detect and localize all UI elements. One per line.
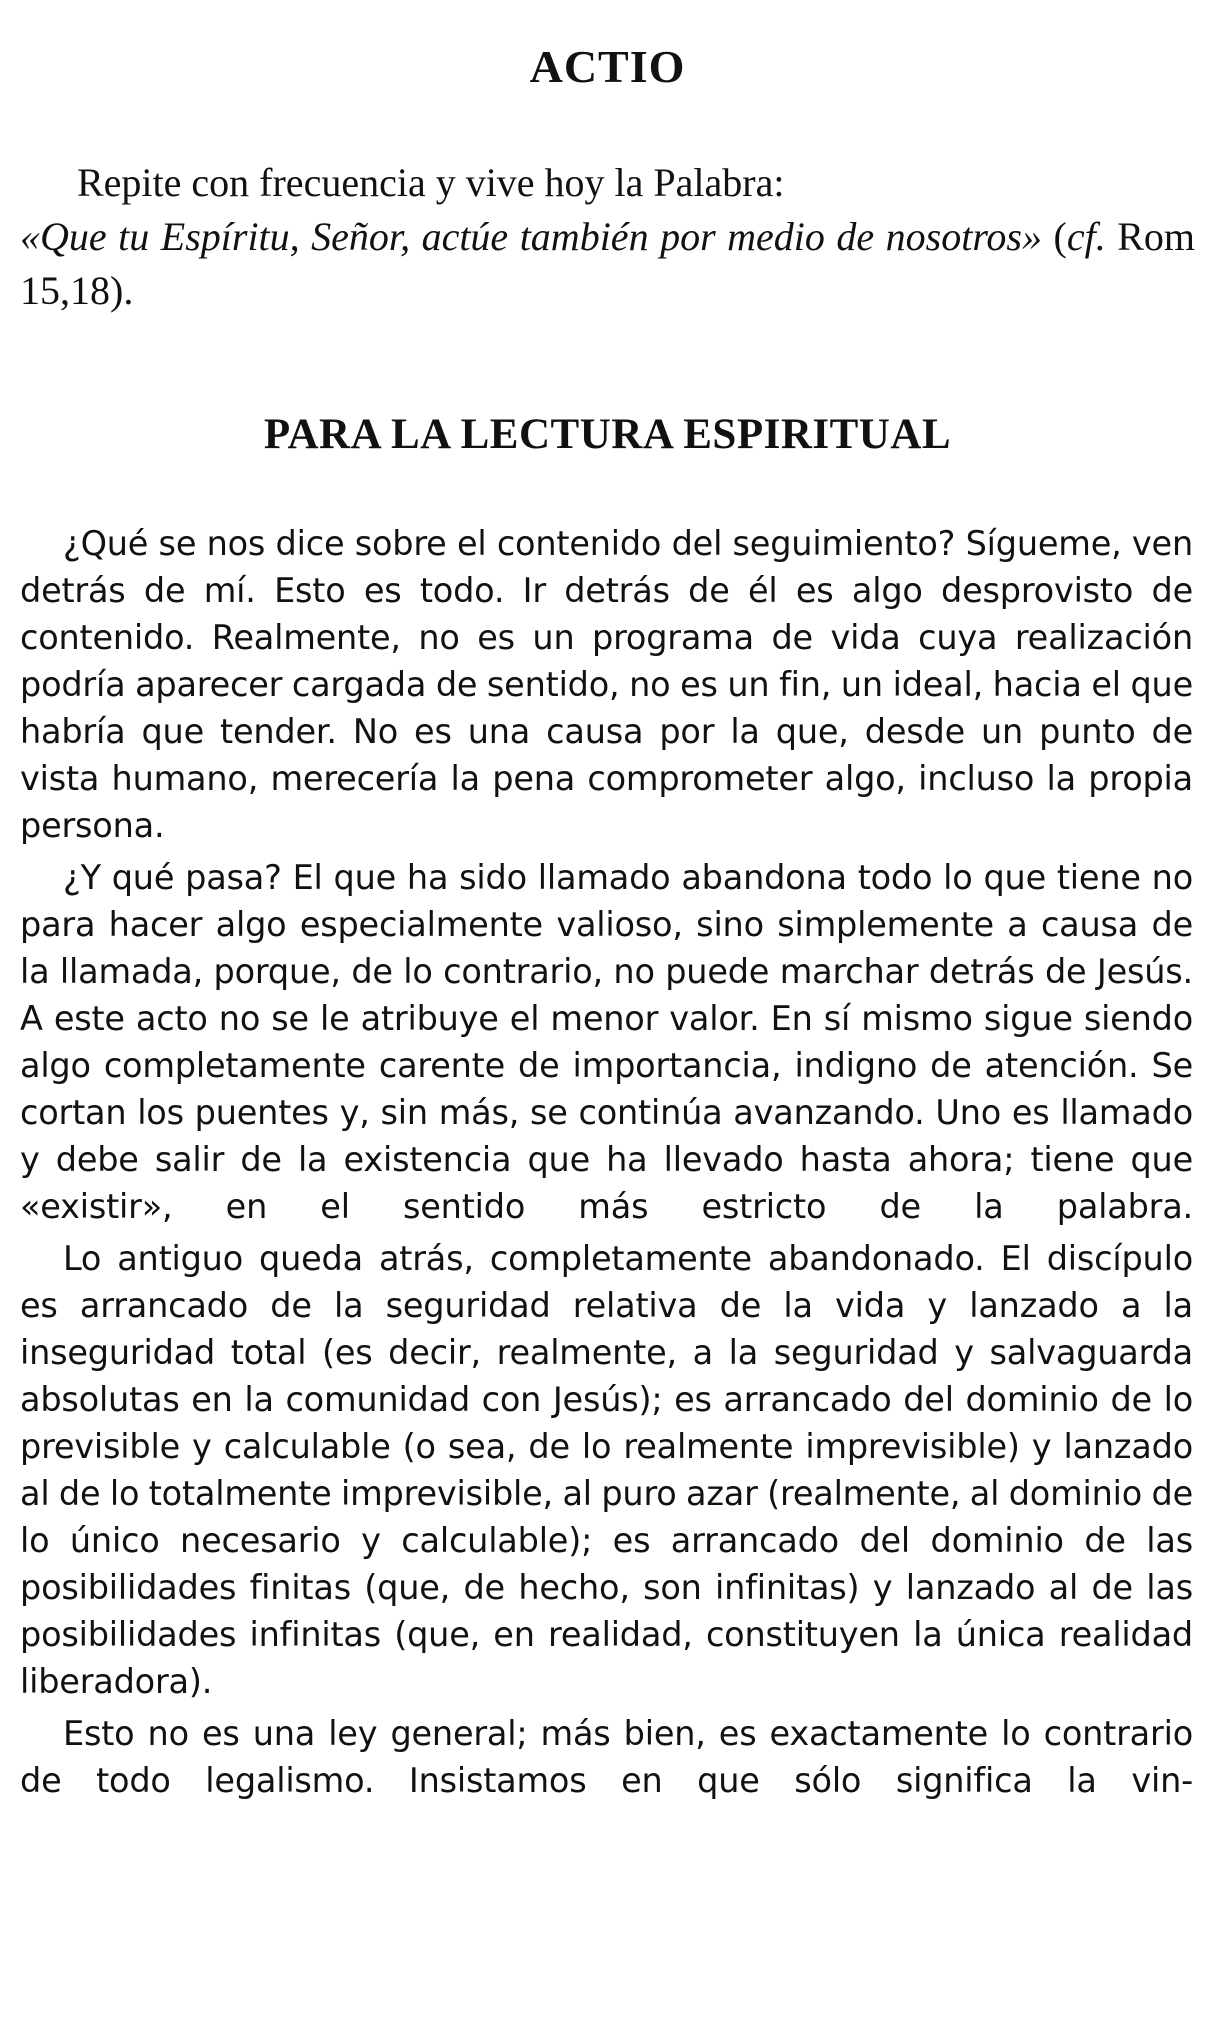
actio-quote: «Que tu Espíritu, Señor, actúe también por medio de nosotros» [20, 214, 1042, 259]
reading-paragraph: Esto no es una ley general; más bien, es exactamente lo contrario de todo legalismo. Insistamos en que sólo significa la vin- [20, 1714, 1193, 1800]
actio-block [20, 156, 1195, 318]
reading-paragraph: Lo antiguo queda atrás, completamente abandonado. El discípulo es arrancado de la seguridad relativa de la vida y lanzado a la inseguridad total (es decir, realmente, a la seguridad y salvaguarda absolutas en la comunidad con Jesús); es arrancado del dominio de lo previsible y calculable (o sea, de lo realmente imprevisible) y lanzado al de lo totalmente imprevisible, al puro azar (realmente, al dominio de lo único necesario y calculable); es arrancado del dominio de las posibilidades finitas (que, de hecho, son infinitas) y lanzado al de las posibilidades infinitas (que, en realidad, constituyen la única realidad liberadora). [20, 1239, 1193, 1701]
actio-paragraph: Repite con frecuencia y vive hoy la Palabra: «Que tu Espíritu, Señor, actúe también por medio de nosotros» (cf. Rom 15,18). [20, 160, 1196, 313]
section-heading-lectura: PARA LA LECTURA ESPIRITUAL [263, 411, 952, 458]
actio-cf: cf. [1066, 214, 1106, 259]
actio-reference: Rom 15,18). [20, 214, 1196, 313]
reading-paragraph: ¿Y qué pasa? El que ha sido llamado abandona todo lo que tiene no para hacer algo especialmente valioso, sino simplemente a causa de la llamada, porque, de lo contrario, no puede marchar detrás de Jesús. A este acto no se le atribuye el menor valor. En sí mismo sigue siendo algo completamente carente de importancia, indigno de atención. Se cortan los puentes y, sin más, se continúa avanzando. Uno es llamado y debe salir de la existencia que ha llevado hasta ahora; tiene que «existir», en el sentido más estricto de la palabra. [20, 858, 1193, 1226]
actio-instruction: Repite con frecuencia y vive hoy la Palabra: [77, 160, 785, 205]
reading-paragraph: ¿Qué se nos dice sobre el contenido del seguimiento? Sígueme, ven detrás de mí. Esto es todo. Ir detrás de él es algo desprovisto de contenido. Realmente, no es un programa de vida cuya realización podría aparecer cargada de sentido, no es un fin, un ideal, hacia el que habría que tender. No es una causa por la que, desde un punto de vista humano, merecería la pena comprometer algo, incluso la propia persona. [20, 524, 1193, 845]
section-heading-actio: ACTIO [529, 41, 686, 92]
reading-text [20, 520, 1193, 1809]
